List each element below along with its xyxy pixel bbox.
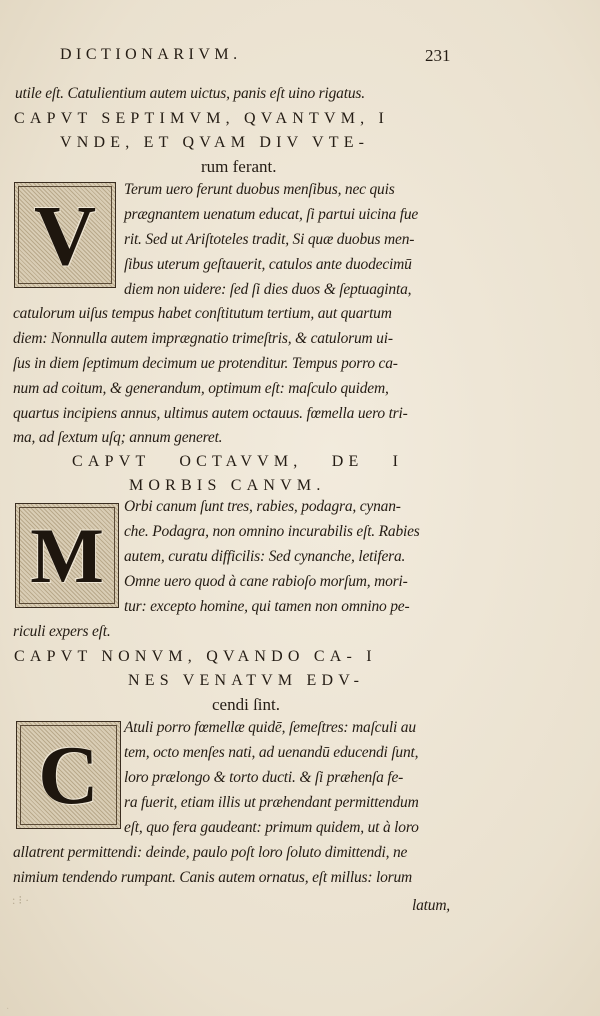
text-line: prægnantem uenatum educat, ſi partui uicina fue bbox=[124, 206, 419, 223]
text-line: allatrent permittendi: deinde, paulo poſt loro ſoluto dimittendi, ne bbox=[13, 844, 408, 861]
bleed-through-mark: · bbox=[6, 1004, 10, 1015]
initial-letter: C bbox=[38, 728, 99, 822]
running-header bbox=[60, 46, 242, 64]
page-number: 231 bbox=[425, 46, 451, 65]
text-line: diem: Nonnulla autem imprægnatio trimeſtris, & catulorum ui- bbox=[13, 330, 393, 347]
text-line: rit. Sed ut Ariſtoteles tradit, Si quæ duobus men- bbox=[124, 231, 415, 248]
text-line: loro prælongo & torto ducti. & ſi præhenſa fe- bbox=[124, 769, 404, 786]
bleed-through-mark: : ⁝ · bbox=[12, 893, 30, 907]
chapter-heading-line: cendi ſint. bbox=[212, 695, 280, 714]
text-line: tem, octo menſes nati, ad uenandū educendi ſunt, bbox=[124, 744, 419, 761]
intro-line: utile eſt. Catulientium autem uictus, panis eſt uino rigatus. bbox=[15, 85, 365, 102]
text-line: num ad coitum, & generandum, optimum eſt: maſculo quidem, bbox=[13, 380, 389, 397]
text-line: ma, ad ſextum uſq; annum generet. bbox=[13, 429, 223, 446]
text-line: ſibus uterum geſtauerit, catulos ante duodecimū bbox=[124, 256, 412, 273]
initial-letter: M bbox=[30, 511, 104, 599]
decorated-initial bbox=[14, 182, 116, 288]
text-line: ra fuerit, etiam illis ut præhendant permittendum bbox=[124, 794, 419, 811]
chapter-heading-line: CAPVT SEPTIMVM, QVANTVM, I bbox=[14, 110, 390, 127]
chapter-heading-line: NES VENATVM EDV- bbox=[128, 672, 365, 689]
decorated-initial bbox=[16, 721, 121, 829]
text-line: quartus incipiens annus, ultimus autem octauus. fœmella uero tri- bbox=[13, 405, 408, 422]
text-line: Omne uero quod à cane rabioſo morſum, mori- bbox=[124, 573, 408, 590]
text-line: eſt, quo fera gaudeant: primum quidem, ut à loro bbox=[124, 819, 419, 836]
text-line: Terum uero ferunt duobus menſibus, nec quis bbox=[124, 181, 395, 198]
text-line: autem, curatu difficilis: Sed cynanche, letifera. bbox=[124, 548, 406, 565]
text-line: tur: excepto homine, qui tamen non omnino pe- bbox=[124, 598, 410, 615]
text-line: Orbi canum ſunt tres, rabies, podagra, cynan- bbox=[124, 498, 401, 515]
text-line: latum, bbox=[412, 897, 450, 914]
initial-letter: V bbox=[33, 187, 97, 283]
text-line: nimium tendendo rumpant. Canis autem ornatus, eſt millus: lorum bbox=[13, 869, 413, 886]
text-line: che. Podagra, non omnino incurabilis eſt. Rabies bbox=[124, 523, 420, 540]
text-line: ſus in diem ſeptimum decimum ue protenditur. Tempus porro ca- bbox=[13, 355, 398, 372]
text-line: riculi expers eſt. bbox=[13, 623, 111, 640]
chapter-heading-line: MORBIS CANVM. bbox=[129, 477, 326, 494]
header-title: DICTIONARIVM. bbox=[60, 46, 242, 63]
chapter-heading-line: VNDE, ET QVAM DIV VTE- bbox=[60, 134, 370, 151]
text-line: Atuli porro fœmellæ quidē, ſemeſtres: maſculi au bbox=[124, 719, 416, 736]
decorated-initial bbox=[15, 503, 119, 608]
text-line: catulorum uiſus tempus habet conſtitutum tertium, aut quartum bbox=[13, 305, 392, 322]
chapter-heading-line: CAPVT NONVM, QVANDO CA- I bbox=[14, 648, 377, 665]
chapter-heading-line: rum ferant. bbox=[201, 157, 277, 176]
chapter-heading-line: CAPVT OCTAVVM, DE I bbox=[72, 453, 404, 470]
text-line: diem non uidere: ſed ſi dies duos & ſeptuaginta, bbox=[124, 281, 412, 298]
